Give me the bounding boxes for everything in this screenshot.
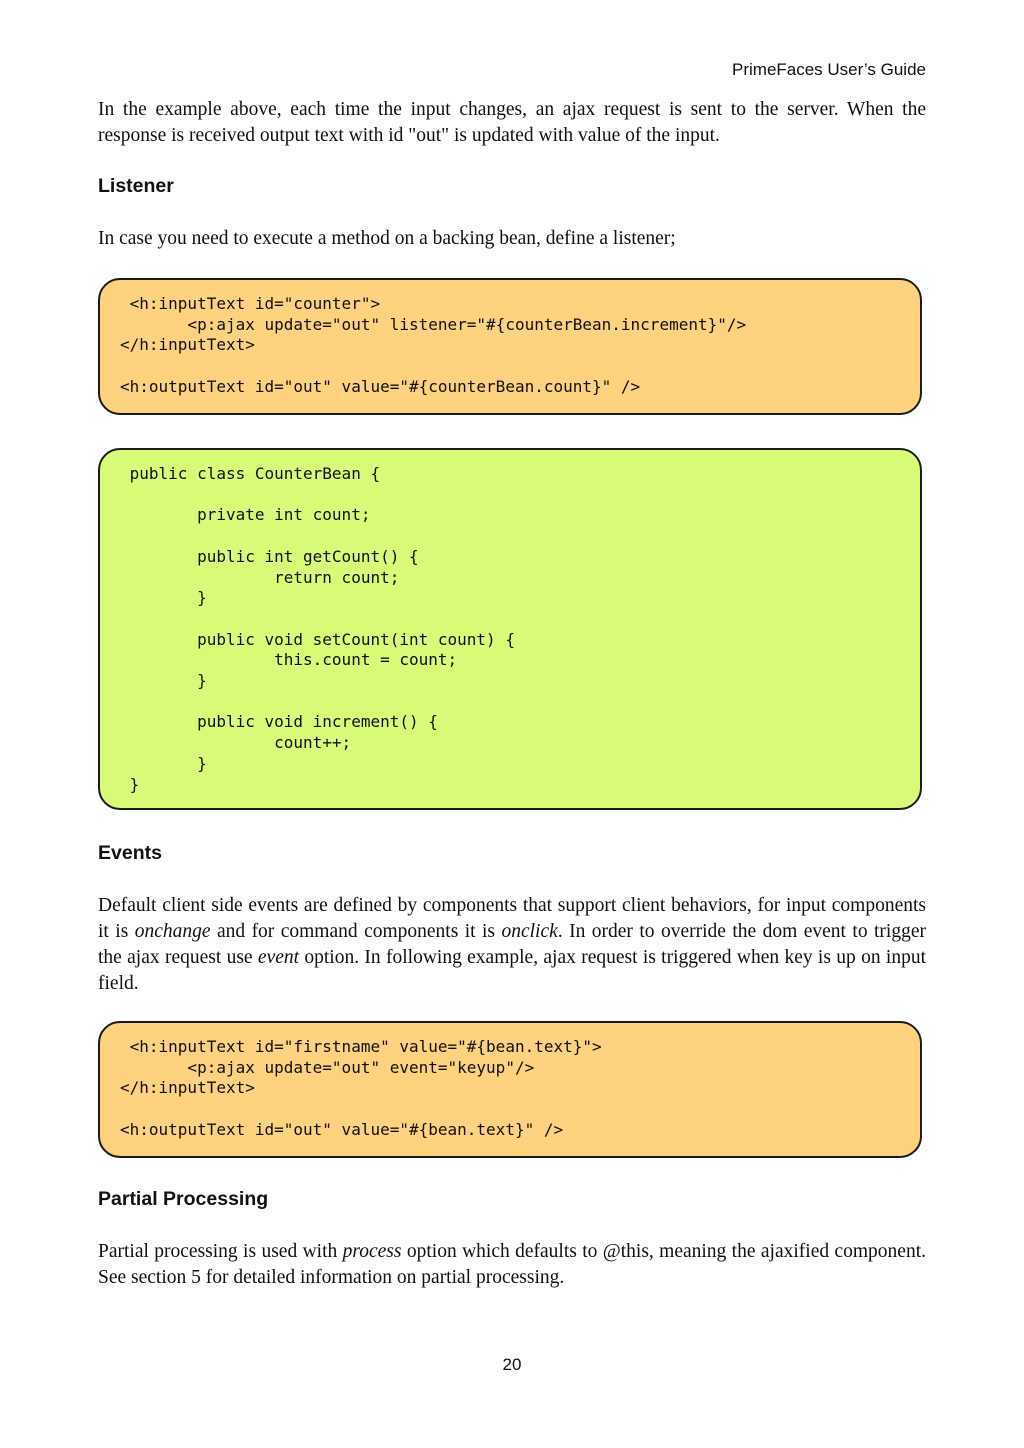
events-paragraph: [98, 893, 926, 997]
events-heading: Events: [98, 842, 162, 864]
events-em-onclick: onclick: [501, 921, 558, 942]
partial-processing-paragraph: [98, 1239, 926, 1291]
listener-heading: Listener: [98, 175, 174, 197]
events-text-3: . In order to override the dom event to trigger the ajax request use: [98, 921, 926, 968]
listener-xhtml-code-block: [98, 278, 922, 415]
partial-processing-heading: Partial Processing: [98, 1188, 269, 1210]
listener-xhtml-code: <h:inputText id="counter"> <p:ajax update="out" listener="#{counterBean.increment}"/> </h:inputText> <h:outputText id="out" value="#{counterBean.count}" />: [120, 294, 747, 396]
partial-text-1: Partial processing is used with: [98, 1241, 343, 1262]
events-em-event: event: [257, 947, 300, 968]
events-xhtml-code: <h:inputText id="firstname" value="#{bean.text}"> <p:ajax update="out" event="keyup"/> </h:inputText> <h:outputText id="out" value="#{bean.text}" />: [120, 1037, 602, 1139]
events-em-onchange: onchange: [134, 921, 211, 942]
events-xhtml-code-block: [98, 1021, 922, 1158]
page-number: 20: [502, 1355, 522, 1374]
events-text-1: Default client side events are defined by components that support client behaviors, for input components it is: [98, 895, 926, 942]
running-header: PrimeFaces User’s Guide: [732, 60, 926, 79]
partial-text-2: option which defaults to @this, meaning the ajaxified component. See section 5 for detailed information on partial processing.: [98, 1241, 927, 1288]
counter-bean-java-code: public class CounterBean { private int count; public int getCount() { return count; } public void setCount(int count) { this.count = count; } public void increment() { count++; } }: [129, 464, 515, 794]
listener-paragraph: In case you need to execute a method on a backing bean, define a listener;: [98, 228, 676, 249]
partial-em-process: process: [342, 1241, 402, 1262]
intro-paragraph: In the example above, each time the input changes, an ajax request is sent to the server. When the response is received output text with id "out" is updated with value of the input.: [98, 99, 926, 146]
events-text-2: and for command components it is: [210, 921, 502, 942]
counter-bean-java-code-block: [98, 448, 922, 810]
events-text-4: option. In following example, ajax request is triggered when key is up on input field.: [98, 947, 927, 994]
